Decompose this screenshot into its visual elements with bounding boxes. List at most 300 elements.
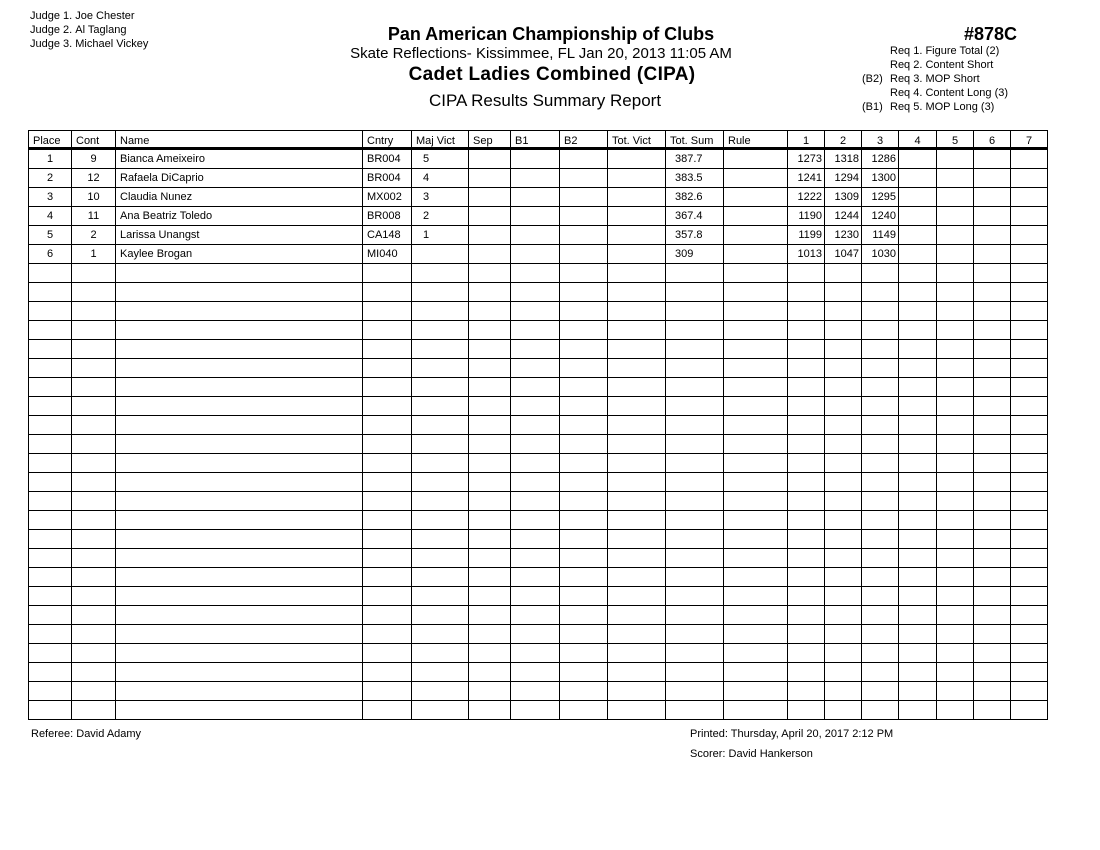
cell-tot-vict: [608, 245, 666, 264]
cell-empty: [937, 568, 974, 587]
cell-empty: [974, 587, 1011, 606]
cell-j7: [1011, 207, 1048, 226]
cell-empty: [666, 321, 724, 340]
cell-empty: [608, 359, 666, 378]
cell-empty: [862, 549, 899, 568]
event-title: Cadet Ladies Combined (CIPA): [408, 64, 696, 85]
cell-j7: [1011, 188, 1048, 207]
cell-empty: [1011, 663, 1048, 682]
cell-maj-vict: 1: [412, 226, 469, 245]
cell-empty: [1011, 568, 1048, 587]
cell-empty: [560, 435, 608, 454]
cell-empty: [937, 359, 974, 378]
cell-empty: [825, 701, 862, 720]
col-judge-2: 2: [825, 131, 862, 149]
cell-empty: [363, 644, 412, 663]
cell-empty: [788, 473, 825, 492]
cell-j4: [899, 149, 937, 169]
cell-empty: [363, 511, 412, 530]
cell-empty: [862, 701, 899, 720]
cell-empty: [363, 340, 412, 359]
cell-empty: [72, 454, 116, 473]
cell-empty: [825, 549, 862, 568]
cell-empty: [560, 606, 608, 625]
cell-empty: [937, 397, 974, 416]
cell-empty: [469, 340, 511, 359]
cell-empty: [560, 397, 608, 416]
table-row-empty: [29, 264, 1048, 283]
cell-name: Rafaela DiCaprio: [116, 169, 363, 188]
cell-empty: [511, 568, 560, 587]
cell-b2: [560, 188, 608, 207]
cell-rule: [724, 169, 788, 188]
cell-tot-sum: 382.6: [666, 188, 724, 207]
cell-empty: [29, 359, 72, 378]
cell-empty: [29, 416, 72, 435]
cell-empty: [788, 663, 825, 682]
cell-empty: [788, 549, 825, 568]
cell-empty: [724, 302, 788, 321]
cell-empty: [666, 701, 724, 720]
cell-j4: [899, 169, 937, 188]
cell-empty: [560, 701, 608, 720]
col-maj-vict: Maj Vict: [412, 131, 469, 149]
cell-empty: [469, 397, 511, 416]
cell-empty: [724, 321, 788, 340]
cell-empty: [825, 340, 862, 359]
cell-empty: [974, 492, 1011, 511]
table-header-row: [29, 131, 1048, 149]
cell-empty: [116, 625, 363, 644]
cell-maj-vict: 2: [412, 207, 469, 226]
cell-empty: [899, 492, 937, 511]
cell-empty: [974, 663, 1011, 682]
judge-2: [30, 23, 148, 37]
cell-empty: [974, 321, 1011, 340]
cell-empty: [511, 416, 560, 435]
cell-empty: [862, 283, 899, 302]
cell-empty: [560, 663, 608, 682]
req-text: Req 5. MOP Long (3): [890, 101, 995, 113]
cell-empty: [724, 435, 788, 454]
cell-empty: [666, 397, 724, 416]
cell-empty: [511, 492, 560, 511]
cell-empty: [412, 416, 469, 435]
cell-empty: [899, 625, 937, 644]
cell-empty: [511, 283, 560, 302]
cell-empty: [1011, 435, 1048, 454]
cell-empty: [116, 663, 363, 682]
cell-empty: [363, 663, 412, 682]
cell-empty: [116, 264, 363, 283]
cell-empty: [72, 492, 116, 511]
cell-empty: [862, 473, 899, 492]
cell-empty: [724, 549, 788, 568]
judge-label: Judge 3.: [30, 38, 73, 50]
table-row-empty: [29, 283, 1048, 302]
cell-empty: [862, 568, 899, 587]
cell-maj-vict: 3: [412, 188, 469, 207]
cell-empty: [937, 530, 974, 549]
cell-empty: [899, 378, 937, 397]
table-row-empty: [29, 378, 1048, 397]
cell-empty: [974, 435, 1011, 454]
cell-place: 4: [29, 207, 72, 226]
req-text: Req 1. Figure Total (2): [890, 45, 1000, 57]
cell-empty: [788, 435, 825, 454]
cell-empty: [862, 340, 899, 359]
cell-empty: [1011, 416, 1048, 435]
cell-empty: [974, 625, 1011, 644]
cell-empty: [412, 302, 469, 321]
cell-empty: [899, 321, 937, 340]
cell-j5: [937, 188, 974, 207]
cell-empty: [666, 454, 724, 473]
cell-j1: 1013: [788, 245, 825, 264]
table-row-empty: [29, 568, 1048, 587]
cell-empty: [363, 587, 412, 606]
cell-empty: [469, 682, 511, 701]
cell-empty: [363, 264, 412, 283]
cell-j4: [899, 226, 937, 245]
requirement-5: [862, 100, 1008, 114]
cell-empty: [412, 435, 469, 454]
cell-empty: [788, 568, 825, 587]
cell-empty: [511, 264, 560, 283]
cell-empty: [899, 473, 937, 492]
cell-empty: [363, 397, 412, 416]
cell-empty: [511, 302, 560, 321]
cell-empty: [469, 644, 511, 663]
cell-empty: [825, 454, 862, 473]
cell-empty: [412, 701, 469, 720]
report-title: CIPA Results Summary Report: [428, 91, 662, 110]
cell-empty: [469, 435, 511, 454]
cell-empty: [825, 302, 862, 321]
cell-empty: [116, 435, 363, 454]
cell-tot-vict: [608, 169, 666, 188]
cell-empty: [899, 606, 937, 625]
cell-cntry: BR004: [363, 169, 412, 188]
cell-empty: [560, 454, 608, 473]
cell-empty: [788, 492, 825, 511]
cell-sep: [469, 207, 511, 226]
cell-empty: [724, 663, 788, 682]
cell-j2: 1294: [825, 169, 862, 188]
cell-b1: [511, 169, 560, 188]
cell-empty: [788, 587, 825, 606]
cell-empty: [862, 264, 899, 283]
cell-cont: 1: [72, 245, 116, 264]
cell-empty: [560, 283, 608, 302]
cell-empty: [72, 682, 116, 701]
cell-empty: [788, 454, 825, 473]
cell-empty: [363, 454, 412, 473]
cell-empty: [899, 682, 937, 701]
cell-empty: [469, 549, 511, 568]
cell-empty: [974, 454, 1011, 473]
cell-empty: [666, 625, 724, 644]
cell-empty: [608, 644, 666, 663]
cell-empty: [608, 549, 666, 568]
col-judge-4: 4: [899, 131, 937, 149]
cell-j2: 1309: [825, 188, 862, 207]
cell-empty: [862, 663, 899, 682]
cell-empty: [899, 644, 937, 663]
table-row: [29, 207, 1048, 226]
cell-empty: [469, 473, 511, 492]
cell-empty: [937, 587, 974, 606]
scorer: Scorer: David Hankerson: [690, 748, 813, 760]
cell-empty: [788, 283, 825, 302]
table-row-empty: [29, 397, 1048, 416]
cell-empty: [788, 378, 825, 397]
col-judge-6: 6: [974, 131, 1011, 149]
cell-empty: [29, 473, 72, 492]
cell-empty: [825, 435, 862, 454]
cell-empty: [29, 283, 72, 302]
cell-empty: [666, 663, 724, 682]
cell-empty: [29, 435, 72, 454]
col-judge-3: 3: [862, 131, 899, 149]
cell-place: 6: [29, 245, 72, 264]
cell-empty: [560, 549, 608, 568]
cell-empty: [608, 587, 666, 606]
cell-empty: [825, 663, 862, 682]
cell-empty: [363, 492, 412, 511]
cell-empty: [788, 397, 825, 416]
cell-b2: [560, 245, 608, 264]
cell-empty: [666, 302, 724, 321]
cell-empty: [937, 492, 974, 511]
cell-empty: [116, 302, 363, 321]
cell-empty: [608, 530, 666, 549]
cell-empty: [72, 416, 116, 435]
table-row: [29, 226, 1048, 245]
table-row-empty: [29, 530, 1048, 549]
col-rule: Rule: [724, 131, 788, 149]
cell-name: Larissa Unangst: [116, 226, 363, 245]
req-text: Req 3. MOP Short: [890, 73, 980, 85]
cell-empty: [116, 549, 363, 568]
cell-empty: [511, 321, 560, 340]
cell-empty: [724, 359, 788, 378]
cell-empty: [116, 682, 363, 701]
cell-empty: [116, 587, 363, 606]
cell-name: Claudia Nunez: [116, 188, 363, 207]
requirement-4: [862, 86, 1008, 100]
cell-empty: [1011, 397, 1048, 416]
cell-empty: [469, 416, 511, 435]
cell-empty: [862, 416, 899, 435]
cell-empty: [29, 701, 72, 720]
cell-j6: [974, 149, 1011, 169]
cell-empty: [862, 378, 899, 397]
table-row-empty: [29, 549, 1048, 568]
cell-empty: [862, 606, 899, 625]
cell-empty: [724, 340, 788, 359]
cell-empty: [469, 454, 511, 473]
cell-empty: [116, 473, 363, 492]
cell-empty: [899, 454, 937, 473]
col-sep: Sep: [469, 131, 511, 149]
cell-empty: [560, 587, 608, 606]
cell-empty: [825, 321, 862, 340]
cell-empty: [469, 701, 511, 720]
col-b1: B1: [511, 131, 560, 149]
cell-empty: [724, 454, 788, 473]
cell-empty: [666, 378, 724, 397]
cell-empty: [862, 682, 899, 701]
col-cont: Cont: [72, 131, 116, 149]
cell-empty: [29, 321, 72, 340]
cell-empty: [1011, 359, 1048, 378]
cell-empty: [29, 397, 72, 416]
cell-empty: [412, 568, 469, 587]
cell-empty: [937, 682, 974, 701]
req-prefix: (B1): [862, 101, 883, 113]
cell-empty: [899, 359, 937, 378]
cell-empty: [116, 492, 363, 511]
cell-empty: [899, 568, 937, 587]
cell-j4: [899, 245, 937, 264]
table-row-empty: [29, 416, 1048, 435]
cell-empty: [862, 397, 899, 416]
cell-empty: [72, 625, 116, 644]
cell-empty: [788, 606, 825, 625]
cell-empty: [825, 587, 862, 606]
cell-empty: [974, 416, 1011, 435]
cell-empty: [469, 302, 511, 321]
cell-empty: [469, 606, 511, 625]
cell-empty: [724, 568, 788, 587]
req-prefix: (B2): [862, 73, 883, 85]
cell-empty: [608, 340, 666, 359]
cell-empty: [560, 511, 608, 530]
cell-empty: [608, 663, 666, 682]
cell-empty: [511, 625, 560, 644]
cell-j3: 1240: [862, 207, 899, 226]
cell-empty: [469, 321, 511, 340]
cell-sep: [469, 245, 511, 264]
col-cntry: Cntry: [363, 131, 412, 149]
cell-tot-sum: 387.7: [666, 149, 724, 169]
cell-empty: [825, 492, 862, 511]
cell-empty: [560, 302, 608, 321]
cell-j1: 1190: [788, 207, 825, 226]
cell-empty: [825, 530, 862, 549]
cell-empty: [363, 435, 412, 454]
judge-name: Michael Vickey: [75, 38, 149, 50]
cell-empty: [974, 340, 1011, 359]
cell-empty: [1011, 701, 1048, 720]
cell-empty: [724, 530, 788, 549]
cell-empty: [1011, 378, 1048, 397]
cell-b2: [560, 226, 608, 245]
cell-empty: [116, 378, 363, 397]
cell-j3: 1149: [862, 226, 899, 245]
cell-empty: [666, 682, 724, 701]
cell-j2: 1230: [825, 226, 862, 245]
cell-empty: [560, 321, 608, 340]
cell-empty: [469, 625, 511, 644]
cell-rule: [724, 188, 788, 207]
cell-empty: [724, 701, 788, 720]
cell-empty: [788, 264, 825, 283]
cell-empty: [29, 530, 72, 549]
cell-empty: [363, 549, 412, 568]
cell-empty: [666, 511, 724, 530]
print-info: [690, 727, 893, 767]
cell-empty: [608, 264, 666, 283]
cell-empty: [560, 625, 608, 644]
competition-title: Pan American Championship of Clubs: [387, 24, 715, 44]
cell-empty: [363, 416, 412, 435]
cell-rule: [724, 149, 788, 169]
cell-empty: [825, 397, 862, 416]
cell-empty: [72, 321, 116, 340]
cell-empty: [560, 682, 608, 701]
cell-empty: [72, 378, 116, 397]
col-judge-5: 5: [937, 131, 974, 149]
cell-empty: [899, 663, 937, 682]
cell-empty: [469, 530, 511, 549]
cell-empty: [825, 264, 862, 283]
cell-empty: [29, 568, 72, 587]
cell-empty: [937, 663, 974, 682]
cell-empty: [666, 473, 724, 492]
cell-empty: [899, 511, 937, 530]
cell-cont: 2: [72, 226, 116, 245]
cell-empty: [72, 606, 116, 625]
judge-label: Judge 2.: [30, 24, 73, 36]
cell-empty: [608, 283, 666, 302]
cell-empty: [937, 454, 974, 473]
cell-empty: [29, 606, 72, 625]
cell-empty: [72, 435, 116, 454]
cell-maj-vict: [412, 245, 469, 264]
cell-empty: [974, 568, 1011, 587]
cell-empty: [788, 302, 825, 321]
requirement-2: [862, 58, 1008, 72]
cell-j2: 1047: [825, 245, 862, 264]
cell-empty: [724, 492, 788, 511]
cell-empty: [412, 644, 469, 663]
table-row-empty: [29, 682, 1048, 701]
cell-empty: [724, 283, 788, 302]
cell-empty: [937, 283, 974, 302]
cell-empty: [974, 701, 1011, 720]
req-text: Req 2. Content Short: [890, 59, 994, 71]
cell-j1: 1241: [788, 169, 825, 188]
cell-empty: [1011, 587, 1048, 606]
cell-place: 3: [29, 188, 72, 207]
cell-empty: [412, 492, 469, 511]
cell-cont: 10: [72, 188, 116, 207]
cell-empty: [724, 397, 788, 416]
cell-empty: [511, 359, 560, 378]
cell-b2: [560, 169, 608, 188]
cell-empty: [974, 302, 1011, 321]
cell-empty: [29, 492, 72, 511]
cell-empty: [29, 625, 72, 644]
cell-empty: [116, 606, 363, 625]
cell-j5: [937, 226, 974, 245]
cell-empty: [116, 416, 363, 435]
cell-empty: [862, 435, 899, 454]
cell-empty: [862, 302, 899, 321]
cell-empty: [724, 682, 788, 701]
